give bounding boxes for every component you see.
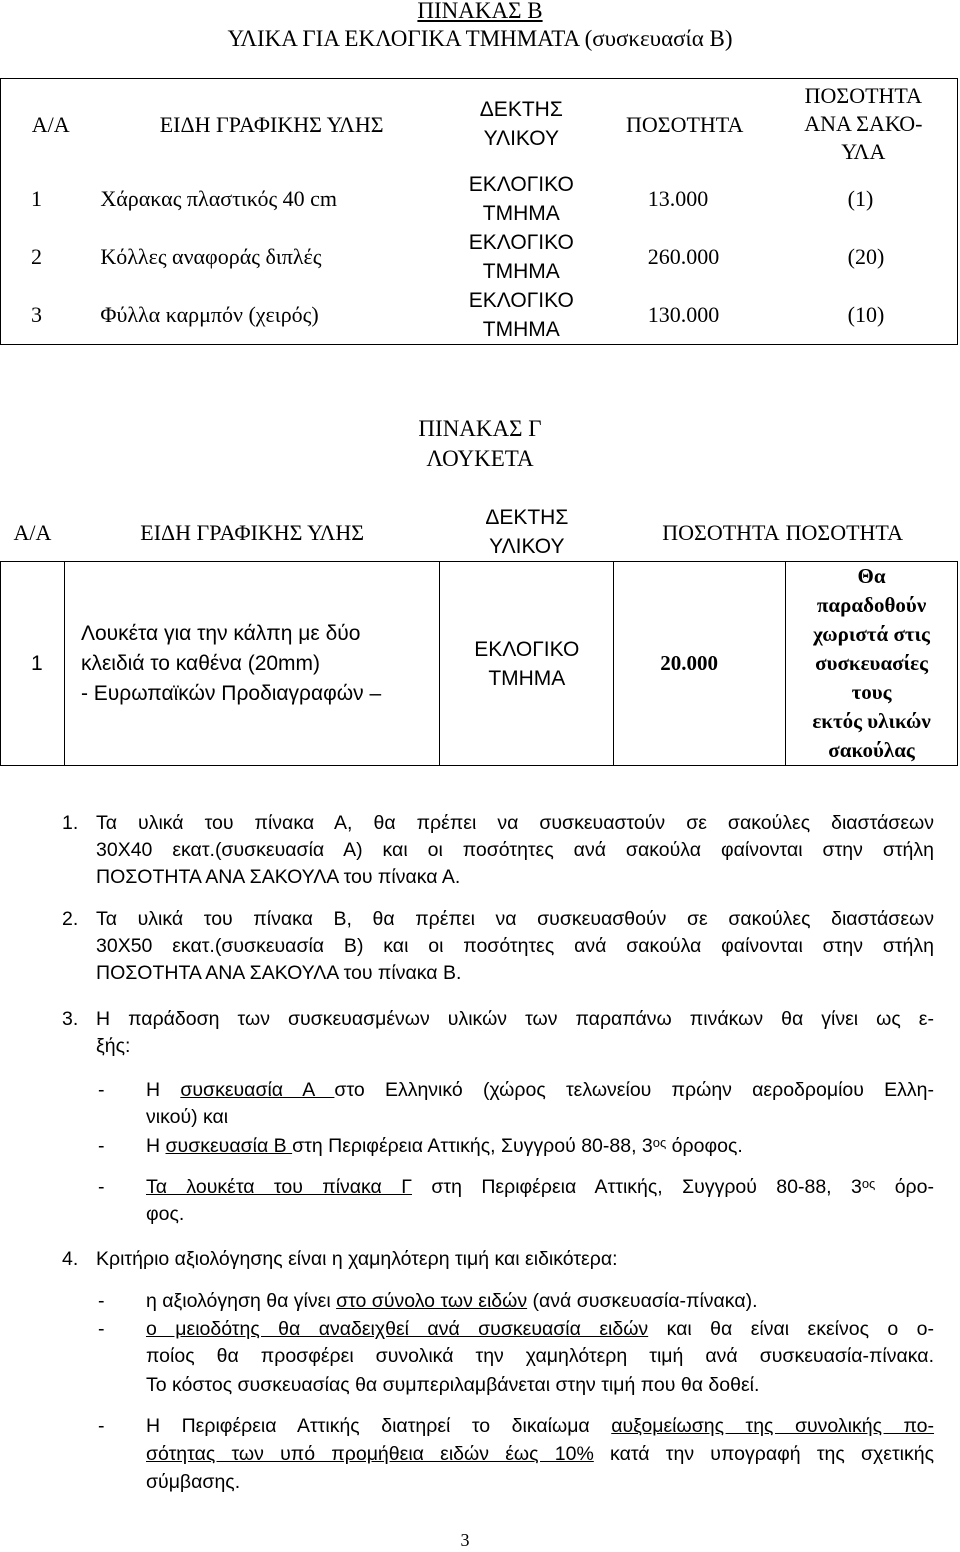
header-qty-2: ΠΟΣΟΤΗΤΑ [785,519,903,545]
cell-qty: 13.000 [647,186,709,211]
table-b [0,78,958,345]
header-aa: Α/Α [13,519,52,545]
note-3-bullet-3-cont: φος. [146,1203,185,1225]
table-c-header-row [1,503,958,562]
table-b-title: ΠΙΝΑΚΑΣ Β [417,0,543,23]
cell-aa: 2 [31,244,42,269]
note-4-number: 4. [62,1248,79,1270]
header-item: ΕΙΔΗ ΓΡΑΦΙΚΗΣ ΥΛΗΣ [159,111,384,137]
cell-aa: 1 [31,186,42,211]
table-c [0,503,958,766]
note-4-bullet-2-cont-2: Το κόστος συσκευασίας θα συμπεριλαμβάνεται στην τιμή που θα δοθεί. [146,1374,760,1396]
bullet-dash: - [98,1079,105,1101]
cell-per-bag: (1) [847,186,874,211]
header-per-bag: ΠΟΣΟΤΗΤΑ ΑΝΑ ΣΑΚΟ- ΥΛΑ [804,83,923,165]
note-1-number: 1. [62,812,79,834]
table-b-header-row [1,79,958,170]
cell-per-bag: (10) [847,302,885,328]
note-3-line-1: Η παράδοση των συσκευασμένων υλικών των παραπάνω πινάκων θα γίνει ως ε- [96,1008,934,1030]
note-3-bullet-3: Τα λουκέτα του πίνακα Γ στη Περιφέρεια Αττικής, Συγγρού 80-88, $3^{o\varsigma}$ όρο- [146,1176,934,1198]
header-qty: ΠΟΣΟΤΗΤΑ [626,111,744,137]
bullet-dash: - [98,1415,105,1437]
cell-note: Θα παραδοθούν χωριστά στις συσκευασίες τους εκτός υλικών σακούλας [786,562,958,766]
note-3-line-2: ξής: [96,1035,131,1057]
note-3-bullet-2: Η συσκευασία Β στη Περιφέρεια Αττικής, Συγγρού 80-88, $3^{o\varsigma}$ όροφος. [146,1135,743,1157]
table-c-subtitle: ΛΟΥΚΕΤΑ [426,446,534,471]
bullet-dash: - [98,1290,105,1312]
cell-item: Φύλλα καρμπόν (χειρός) [100,302,319,328]
note-4-bullet-3-cont: σότητας των υπό προμήθεια ειδών έως 10% κατά την υπογραφή της σχετικής [146,1443,934,1465]
cell-index: ΕΚΛΟΓΙΚΟ ΤΜΗΜΑ [440,562,614,766]
cell-qty: 130.000 [647,302,720,328]
table-row [1,562,958,766]
bullet-dash: - [98,1176,105,1198]
cell-index: ΕΚΛΟΓΙΚΟ ΤΜΗΜΑ [468,230,574,283]
cell-qty: 20.000 [614,562,786,766]
cell-index: ΕΚΛΟΓΙΚΟ ΤΜΗΜΑ [468,288,574,341]
bullet-dash: - [98,1135,105,1157]
header-index: ΔΕΚΤΗΣ ΥΛΙΚΟΥ [485,506,569,558]
bullet-dash: - [98,1318,105,1340]
cell-item: Κόλλες αναφοράς διπλές [100,244,322,269]
note-4-bullet-3: Η Περιφέρεια Αττικής διατηρεί το δικαίωμα αυξομείωσης της συνολικής πο- [146,1415,935,1437]
note-4-bullet-1: η αξιολόγηση θα γίνει στο σύνολο των ειδών (ανά συσκευασία-πίνακα). [146,1290,758,1312]
note-4-bullet-2: ο μειοδότης θα αναδειχθεί ανά συσκευασία ειδών και θα είναι εκείνος ο ο- [146,1318,934,1340]
note-2-line-3: ΠΟΣΟΤΗΤΑ ΑΝΑ ΣΑΚΟΥΛΑ του πίνακα Β. [96,962,462,984]
cell-item: Χάρακας πλαστικός 40 cm [100,186,338,211]
note-1-line-1: Τα υλικά του πίνακα Α, θα πρέπει να συσκευαστούν σε σακούλες διαστάσεων [96,812,934,834]
table-row [1,170,958,228]
header-qty: ΠΟΣΟΤΗΤΑ [662,519,780,545]
header-item: ΕΙΔΗ ΓΡΑΦΙΚΗΣ ΥΛΗΣ [140,519,365,545]
page-number: 3 [460,1530,470,1550]
cell-index: ΕΚΛΟΓΙΚΟ ΤΜΗΜΑ [468,172,574,225]
note-3-number: 3. [62,1008,79,1030]
note-4-bullet-2-cont: ποίος θα προσφέρει συνολικά την χαμηλότερη τιμή ανά συσκευασία-πίνακα. [146,1345,934,1367]
table-row [1,286,958,345]
table-c-title: ΠΙΝΑΚΑΣ Γ [418,416,542,441]
table-row [1,228,958,286]
table-b-subtitle: ΥΛΙΚΑ ΓΙΑ ΕΚΛΟΓΙΚΑ ΤΜΗΜΑΤΑ (συσκευασία Β) [227,26,733,51]
cell-aa: 3 [31,302,42,328]
cell-item: Λουκέτα για την κάλπη με δύο κλειδιά το καθένα (20mm) - Ευρωπαϊκών Προδιαγραφών – [64,562,439,766]
note-1-line-2: 30Χ40 εκατ.(συσκευασία Α) και οι ποσότητες ανά σακούλα φαίνονται στην στήλη [96,839,934,861]
note-4-line-1: Κριτήριο αξιολόγησης είναι η χαμηλότερη τιμή και ειδικότερα: [96,1248,618,1270]
note-2-number: 2. [62,908,79,930]
note-3-bullet-1-cont: νικού) και [146,1106,229,1128]
note-3-bullet-1: Η συσκευασία Α στο Ελληνικό (χώρος τελωνείου πρώην αεροδρομίου Ελλη- [146,1079,935,1101]
cell-qty: 260.000 [647,244,720,269]
cell-aa: 1 [1,562,65,766]
note-2-line-2: 30Χ50 εκατ.(συσκευασία Β) και οι ποσότητες ανά σακούλα φαίνονται στην στήλη [96,935,934,957]
note-4-bullet-3-cont-2: σύμβασης. [146,1471,241,1493]
note-1-line-3: ΠΟΣΟΤΗΤΑ ΑΝΑ ΣΑΚΟΥΛΑ του πίνακα Α. [96,866,461,888]
cell-per-bag: (20) [847,244,885,269]
header-index: ΔΕΚΤΗΣ ΥΛΙΚΟΥ [479,98,563,151]
note-2-line-1: Τα υλικά του πίνακα Β, θα πρέπει να συσκευασθούν σε σακούλες διαστάσεων [96,908,934,930]
header-aa: Α/Α [31,111,70,137]
